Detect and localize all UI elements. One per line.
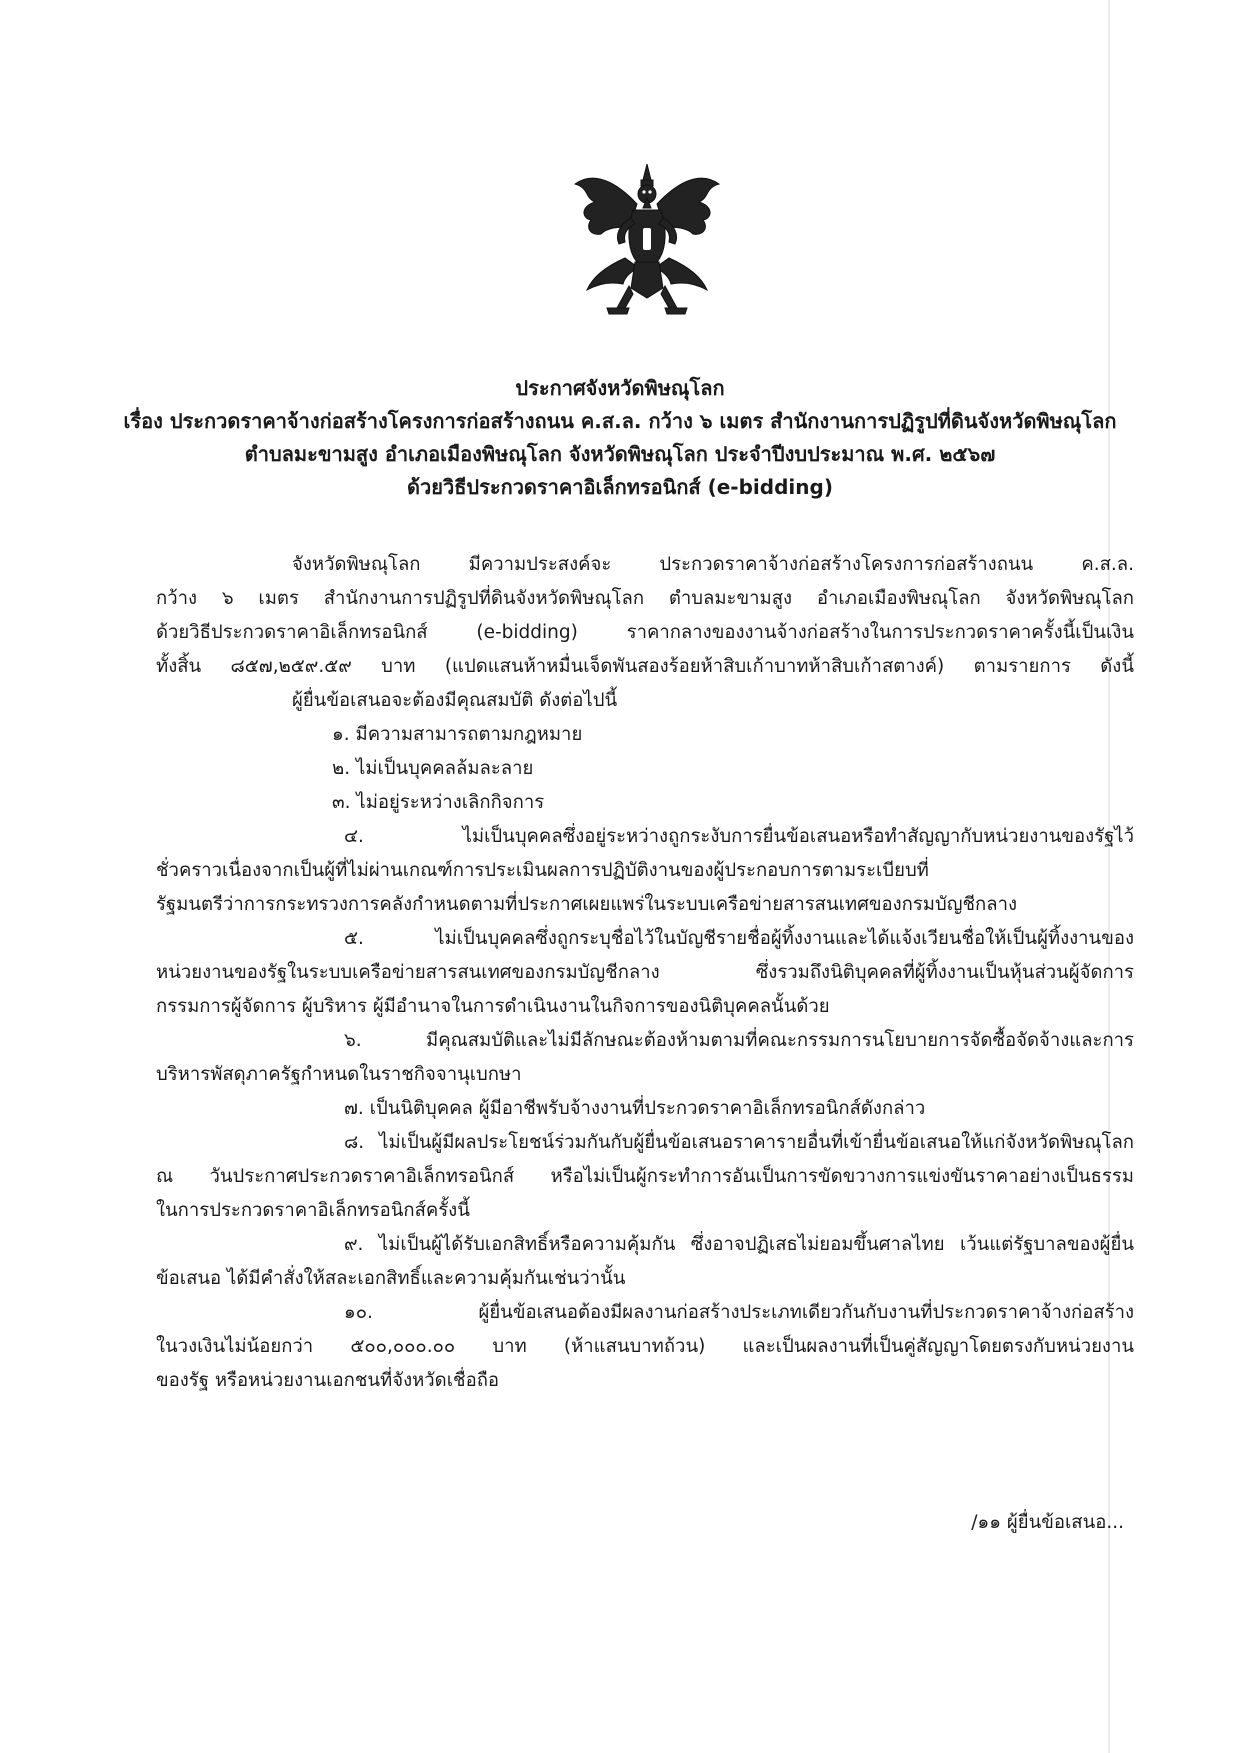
subject-line-3: ด้วยวิธีประกวดราคาอิเล็กทรอนิกส์ (e-bidding) (407, 475, 833, 499)
continuation-note: /๑๑ ผู้ยื่นข้อเสนอ... (971, 1512, 1124, 1533)
announcement-body (156, 548, 1134, 1398)
intro-line-1: จังหวัดพิษณุโลก มีความประสงค์จะ ประกวดราคาจ้างก่อสร้างโครงการก่อสร้างถนน ค.ส.ล. (292, 554, 1134, 575)
qualification-2: ๒. ไม่เป็นบุคคลล้มละลาย (332, 758, 534, 779)
qualification-3: ๓. ไม่อยู่ระหว่างเลิกกิจการ (332, 792, 545, 813)
qualification-8-line-1: ๘. ไม่เป็นผู้มีผลประโยชน์ร่วมกันกับผู้ยื่นข้อเสนอราคารายอื่นที่เข้ายื่นข้อเสนอให้แก่จังหวัดพิษณุโลก (344, 1132, 1134, 1153)
qualification-9-line-2: ข้อเสนอ ได้มีคำสั่งให้สละเอกสิทธิ์และความคุ้มกันเช่นว่านั้น (156, 1268, 626, 1289)
qualification-6-line-1: ๖. มีคุณสมบัติและไม่มีลักษณะต้องห้ามตามที่คณะกรรมการนโยบายการจัดซื้อจัดจ้างและการ (344, 1030, 1134, 1051)
qualification-7: ๗. เป็นนิติบุคคล ผู้มีอาชีพรับจ้างงานที่ประกวดราคาอิเล็กทรอนิกส์ดังกล่าว (344, 1098, 926, 1119)
page-title: ประกาศจังหวัดพิษณุโลก (515, 376, 725, 400)
qualification-8-line-2: ณ วันประกาศประกวดราคาอิเล็กทรอนิกส์ หรือไม่เป็นผู้กระทำการอันเป็นการขัดขวางการแข่งขันราคาอย่างเป็นธรรม (156, 1166, 1134, 1187)
qualification-10-line-2: ในวงเงินไม่น้อยกว่า ๕๐๐,๐๐๐.๐๐ บาท (ห้าแสนบาทถ้วน) และเป็นผลงานที่เป็นคู่สัญญาโดยตรงกับหน่วยงาน (156, 1336, 1134, 1357)
qualification-5-line-3: กรรมการผู้จัดการ ผู้บริหาร ผู้มีอำนาจในการดำเนินงานในกิจการของนิติบุคคลนั้นด้วย (156, 996, 830, 1017)
qualification-6-line-2: บริหารพัสดุภาครัฐกำหนดในราชกิจจานุเบกษา (156, 1064, 522, 1085)
announcement-header (80, 372, 1160, 504)
qualification-5-line-2: หน่วยงานของรัฐในระบบเครือข่ายสารสนเทศของกรมบัญชีกลาง ซึ่งรวมถึงนิติบุคคลที่ผู้ทิ้งงานเป็นหุ้นส่วนผู้จัดการ (156, 962, 1134, 983)
qualification-4-line-3: รัฐมนตรีว่าการกระทรวงการคลังกำหนดตามที่ประกาศเผยแพร่ในระบบเครือข่ายสารสนเทศของกรมบัญชีกลาง (156, 894, 1017, 915)
subject-line-2: ตำบลมะขามสูง อำเภอเมืองพิษณุโลก จังหวัดพิษณุโลก ประจำปีงบประมาณ พ.ศ. ๒๕๖๗ (244, 442, 996, 466)
qualification-10-line-3: ของรัฐ หรือหน่วยงานเอกชนที่จังหวัดเชื่อถือ (156, 1370, 499, 1391)
qualification-8-line-3: ในการประกวดราคาอิเล็กทรอนิกส์ครั้งนี้ (156, 1200, 470, 1221)
qualification-4-line-1: ๔. ไม่เป็นบุคคลซึ่งอยู่ระหว่างถูกระงับการยื่นข้อเสนอหรือทำสัญญากับหน่วยงานของรัฐไว้ (344, 826, 1134, 847)
qualification-9-line-1: ๙. ไม่เป็นผู้ได้รับเอกสิทธิ์หรือความคุ้มกัน ซึ่งอาจปฏิเสธไม่ยอมขึ้นศาลไทย เว้นแต่รัฐบาลของผู้ยื่น (344, 1234, 1134, 1255)
qualification-10-line-1: ๑๐. ผู้ยื่นข้อเสนอต้องมีผลงานก่อสร้างประเภทเดียวกันกับงานที่ประกวดราคาจ้างก่อสร้าง (344, 1302, 1134, 1323)
intro-line-2: กว้าง ๖ เมตร สำนักงานการปฏิรูปที่ดินจังหวัดพิษณุโลก ตำบลมะขามสูง อำเภอเมืองพิษณุโลก จังหวัดพิษณุโลก (156, 588, 1134, 609)
qualification-1: ๑. มีความสามารถตามกฎหมาย (332, 724, 583, 745)
qualification-5-line-1: ๕. ไม่เป็นบุคคลซึ่งถูกระบุชื่อไว้ในบัญชีรายชื่อผู้ทิ้งงานและได้แจ้งเวียนชื่อให้เป็นผู้ทิ้งงานของ (344, 928, 1134, 949)
garuda-emblem-icon (567, 158, 727, 318)
intro-line-3: ด้วยวิธีประกวดราคาอิเล็กทรอนิกส์ (e-bidding) ราคากลางของงานจ้างก่อสร้างในการประกวดราคาครั้งนี้เป็นเงิน (156, 622, 1134, 643)
subject-line-1: เรื่อง ประกวดราคาจ้างก่อสร้างโครงการก่อสร้างถนน ค.ส.ล. กว้าง ๖ เมตร สำนักงานการปฏิรูปที่ดินจังหวัดพิษณุโลก (123, 409, 1117, 433)
qualification-4-line-2: ชั่วคราวเนื่องจากเป็นผู้ที่ไม่ผ่านเกณฑ์การประเมินผลการปฏิบัติงานของผู้ประกอบการตามระเบียบที่ (156, 860, 929, 881)
intro-line-5: ผู้ยื่นข้อเสนอจะต้องมีคุณสมบัติ ดังต่อไปนี้ (292, 690, 618, 711)
intro-line-4: ทั้งสิ้น ๘๕๗,๒๕๙.๕๙ บาท (แปดแสนห้าหมื่นเจ็ดพันสองร้อยห้าสิบเก้าบาทห้าสิบเก้าสตางค์) ตามรายการ ดังนี้ (156, 656, 1134, 677)
